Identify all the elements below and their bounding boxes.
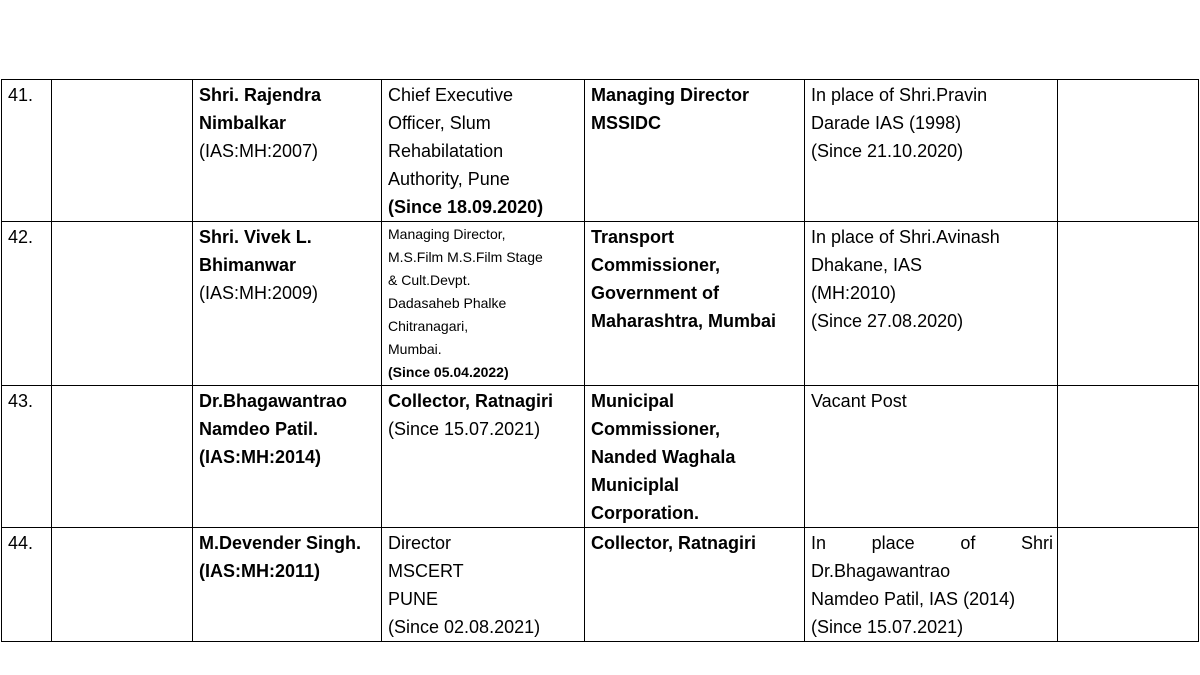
new-posting-line: Managing Director bbox=[591, 85, 750, 105]
table-row bbox=[2, 528, 1199, 642]
remarks-cell bbox=[805, 80, 1058, 222]
remarks-line: (Since 21.10.2020) bbox=[811, 141, 964, 161]
blank-cell bbox=[52, 528, 193, 642]
present-post-line: Chitranagari, bbox=[388, 318, 469, 334]
remarks-cell bbox=[805, 386, 1058, 528]
serial-number: 44. bbox=[2, 528, 52, 642]
officer-name: Shri. Vivek L. bbox=[199, 227, 312, 247]
serial-number: 41. bbox=[2, 80, 52, 222]
officer-cell bbox=[193, 386, 382, 528]
remarks-word: In bbox=[811, 533, 827, 553]
new-posting-line: Commissioner, bbox=[591, 419, 721, 439]
officer-cadre: (IAS:MH:2014) bbox=[199, 447, 322, 467]
blank-cell bbox=[1058, 222, 1199, 386]
present-post-since: (Since 18.09.2020) bbox=[388, 197, 544, 217]
remarks-word: of bbox=[960, 533, 976, 553]
officer-cadre: (IAS:MH:2011) bbox=[199, 561, 321, 581]
officer-name: Nimbalkar bbox=[199, 113, 287, 133]
officer-name: M.Devender Singh. bbox=[199, 533, 362, 553]
table-row bbox=[2, 80, 1199, 222]
present-post-cell bbox=[382, 528, 585, 642]
table-row bbox=[2, 222, 1199, 386]
officer-cadre: (IAS:MH:2007) bbox=[199, 141, 319, 161]
present-post-line: Director bbox=[388, 533, 452, 553]
present-post-since: (Since 15.07.2021) bbox=[388, 419, 541, 439]
remarks-line: Dr.Bhagawantrao bbox=[811, 561, 951, 581]
blank-cell bbox=[1058, 528, 1199, 642]
present-post-line: Rehabilatation bbox=[388, 141, 504, 161]
new-posting-line: Government of bbox=[591, 283, 720, 303]
remarks-line: Namdeo Patil, IAS (2014) bbox=[811, 589, 1016, 609]
officer-name: Shri. Rajendra bbox=[199, 85, 322, 105]
present-post-line: PUNE bbox=[388, 589, 439, 609]
officer-cell bbox=[193, 528, 382, 642]
present-post-line: Authority, Pune bbox=[388, 169, 510, 189]
officer-cell bbox=[193, 222, 382, 386]
remarks-line: Dhakane, IAS bbox=[811, 255, 923, 275]
officer-name: Namdeo Patil. bbox=[199, 419, 319, 439]
officer-name: Dr.Bhagawantrao bbox=[199, 391, 348, 411]
new-posting-cell bbox=[585, 528, 805, 642]
blank-cell bbox=[52, 386, 193, 528]
present-post-line: Chief Executive bbox=[388, 85, 514, 105]
remarks-line: Vacant Post bbox=[811, 391, 907, 411]
present-post-line: Collector, Ratnagiri bbox=[388, 391, 554, 411]
new-posting-line: Municiplal bbox=[591, 475, 680, 495]
new-posting-line: Commissioner, bbox=[591, 255, 721, 275]
blank-cell bbox=[52, 222, 193, 386]
new-posting-line: Collector, Ratnagiri bbox=[591, 533, 757, 553]
blank-cell bbox=[1058, 80, 1199, 222]
present-post-line: MSCERT bbox=[388, 561, 464, 581]
present-post-line: Officer, Slum bbox=[388, 113, 491, 133]
present-post-since: (Since 02.08.2021) bbox=[388, 617, 541, 637]
present-post-cell bbox=[382, 222, 585, 386]
serial-number: 43. bbox=[2, 386, 52, 528]
officer-cadre: (IAS:MH:2009) bbox=[199, 283, 319, 303]
new-posting-line: Corporation. bbox=[591, 503, 699, 523]
remarks-cell bbox=[805, 222, 1058, 386]
remarks-line: In place of Shri.Pravin bbox=[811, 85, 988, 105]
remarks-line: In place of Shri.Avinash bbox=[811, 227, 1000, 247]
new-posting-cell bbox=[585, 80, 805, 222]
blank-cell bbox=[1058, 386, 1199, 528]
remarks-word: place bbox=[871, 533, 915, 553]
new-posting-cell bbox=[585, 386, 805, 528]
blank-cell bbox=[52, 80, 193, 222]
new-posting-line: Municipal bbox=[591, 391, 675, 411]
new-posting-cell bbox=[585, 222, 805, 386]
present-post-line: & Cult.Devpt. bbox=[388, 272, 471, 288]
present-post-line: Mumbai. bbox=[388, 341, 442, 357]
posting-table bbox=[1, 79, 1199, 642]
remarks-cell bbox=[805, 528, 1058, 642]
remarks-line: (Since 15.07.2021) bbox=[811, 617, 964, 637]
remarks-line: (Since 27.08.2020) bbox=[811, 311, 964, 331]
present-post-cell bbox=[382, 80, 585, 222]
new-posting-line: Maharashtra, Mumbai bbox=[591, 311, 777, 331]
remarks-line: (MH:2010) bbox=[811, 283, 897, 303]
officer-name: Bhimanwar bbox=[199, 255, 297, 275]
new-posting-line: Nanded Waghala bbox=[591, 447, 736, 467]
table-row bbox=[2, 386, 1199, 528]
present-post-line: Managing Director, bbox=[388, 226, 506, 242]
present-post-cell bbox=[382, 386, 585, 528]
present-post-line: M.S.Film M.S.Film Stage bbox=[388, 249, 543, 265]
serial-number: 42. bbox=[2, 222, 52, 386]
present-post-since: (Since 05.04.2022) bbox=[388, 364, 509, 380]
new-posting-line: Transport bbox=[591, 227, 675, 247]
present-post-line: Dadasaheb Phalke bbox=[388, 295, 507, 311]
new-posting-line: MSSIDC bbox=[591, 113, 662, 133]
remarks-justified-line bbox=[811, 529, 1053, 557]
remarks-line: Darade IAS (1998) bbox=[811, 113, 962, 133]
officer-cell bbox=[193, 80, 382, 222]
remarks-word: Shri bbox=[1020, 533, 1053, 553]
